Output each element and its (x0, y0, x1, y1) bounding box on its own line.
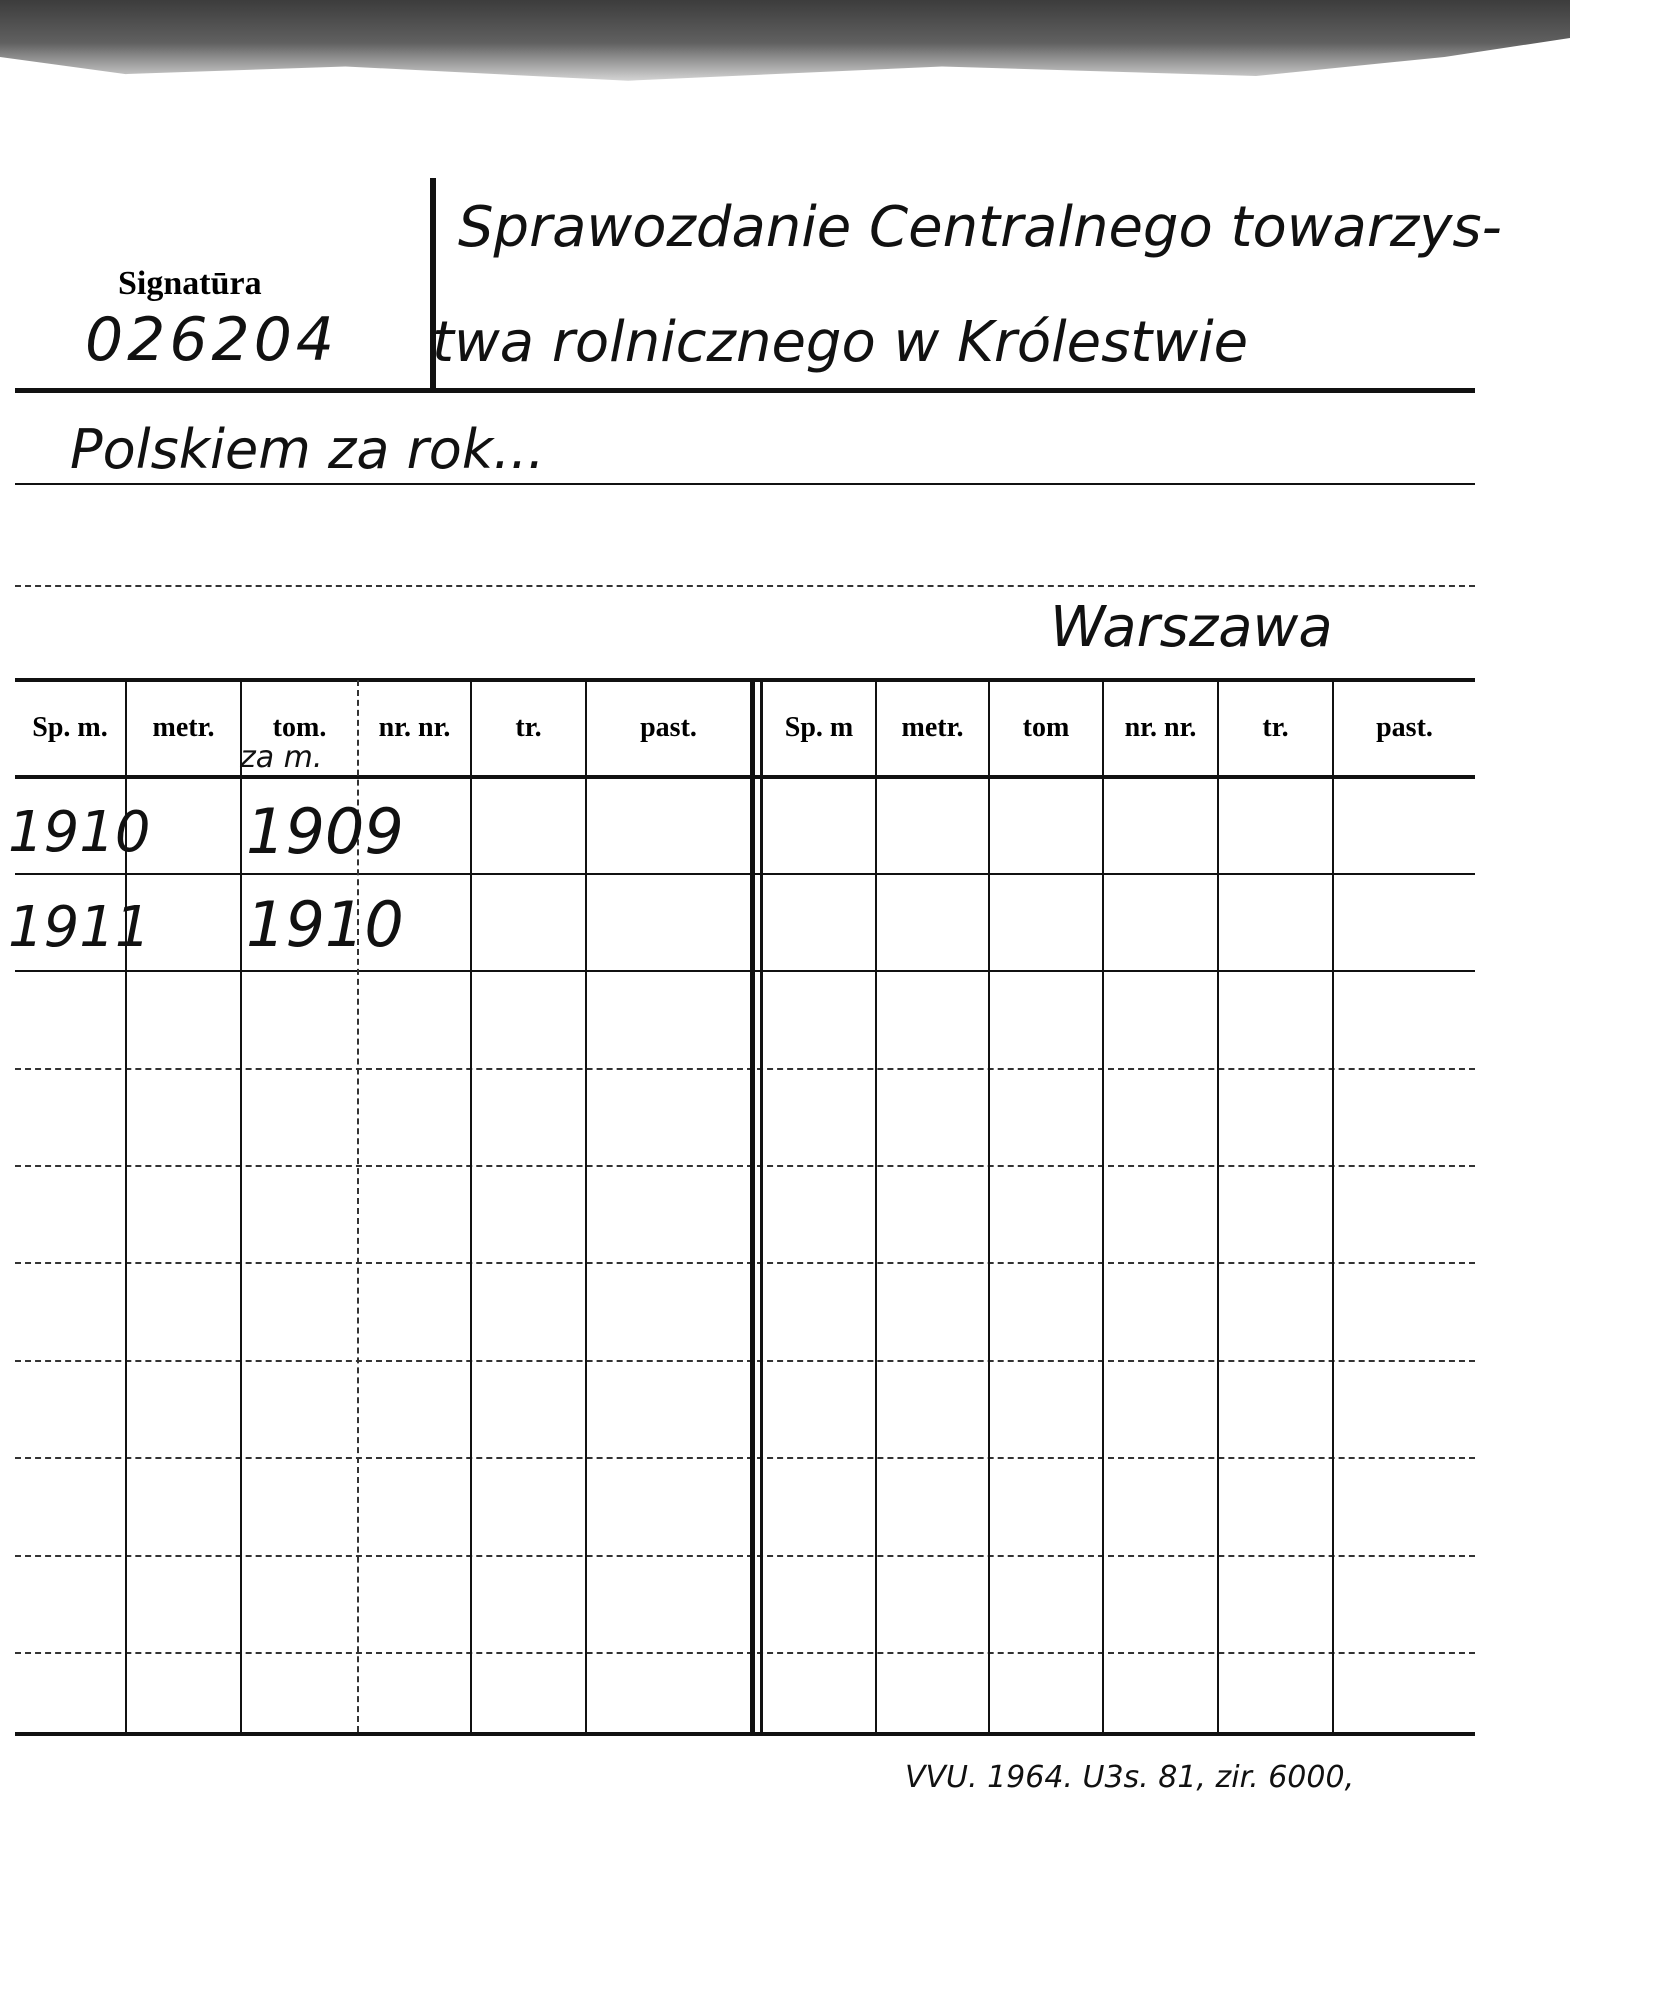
col-divider-6 (875, 680, 877, 1732)
row-rule-9 (15, 1652, 1475, 1654)
row-rule-5 (15, 1262, 1475, 1264)
col-divider-5 (585, 680, 587, 1732)
row-rule-3 (15, 1068, 1475, 1070)
writing-line-2 (15, 585, 1475, 587)
title-line-1: Sprawozdanie Centralnego towarzys- (458, 195, 1502, 260)
header-metr-left: metr. (152, 712, 215, 743)
col-divider-7 (988, 680, 990, 1732)
torn-edge (0, 0, 1570, 95)
row-1-sp-m: 1910 (8, 800, 151, 865)
header-tom-right: tom (1022, 712, 1070, 743)
signature-number: 026204 (85, 305, 339, 375)
col-divider-2 (240, 680, 242, 1732)
col-divider-4 (470, 680, 472, 1732)
header-tom-left: tom. (272, 712, 327, 743)
center-divider-a (750, 680, 755, 1732)
center-divider-b (760, 680, 763, 1732)
header-past-right: past. (1376, 712, 1433, 743)
row-rule-1 (15, 873, 1475, 875)
title-line-3: Polskiem za rok... (70, 418, 545, 481)
row-2-tom: 1910 (246, 888, 404, 961)
writing-line-1 (15, 483, 1475, 485)
title-rule (15, 388, 1475, 393)
place-name: Warszawa (1050, 595, 1333, 660)
row-rule-7 (15, 1457, 1475, 1459)
col-divider-9 (1217, 680, 1219, 1732)
row-2-sp-m: 1911 (8, 895, 151, 960)
title-line-2: twa rolnicznego w Królestwie (432, 310, 1249, 375)
row-rule-6 (15, 1360, 1475, 1362)
header-sp-m-left: Sp. m. (32, 712, 108, 743)
signature-label: Signatūra (118, 265, 262, 302)
header-sp-m-right: Sp. m (784, 712, 854, 743)
header-past-left: past. (640, 712, 697, 743)
row-1-tom: 1909 (246, 795, 404, 868)
header-tr-left: tr. (515, 712, 542, 743)
table-header-rule (15, 775, 1475, 779)
row-rule-8 (15, 1555, 1475, 1557)
footer-print-note: VVU. 1964. U3s. 81, zir. 6000, (905, 1760, 1355, 1795)
row-rule-4 (15, 1165, 1475, 1167)
header-tom-sub: za m. (240, 740, 323, 775)
header-nrnr-left: nr. nr. (378, 712, 451, 743)
table-top-rule (15, 678, 1475, 682)
col-divider-10 (1332, 680, 1334, 1732)
header-tr-right: tr. (1262, 712, 1289, 743)
header-metr-right: metr. (901, 712, 964, 743)
header-nrnr-right: nr. nr. (1124, 712, 1197, 743)
row-rule-2 (15, 970, 1475, 972)
table-bottom-rule (15, 1732, 1475, 1736)
col-divider-8 (1102, 680, 1104, 1732)
